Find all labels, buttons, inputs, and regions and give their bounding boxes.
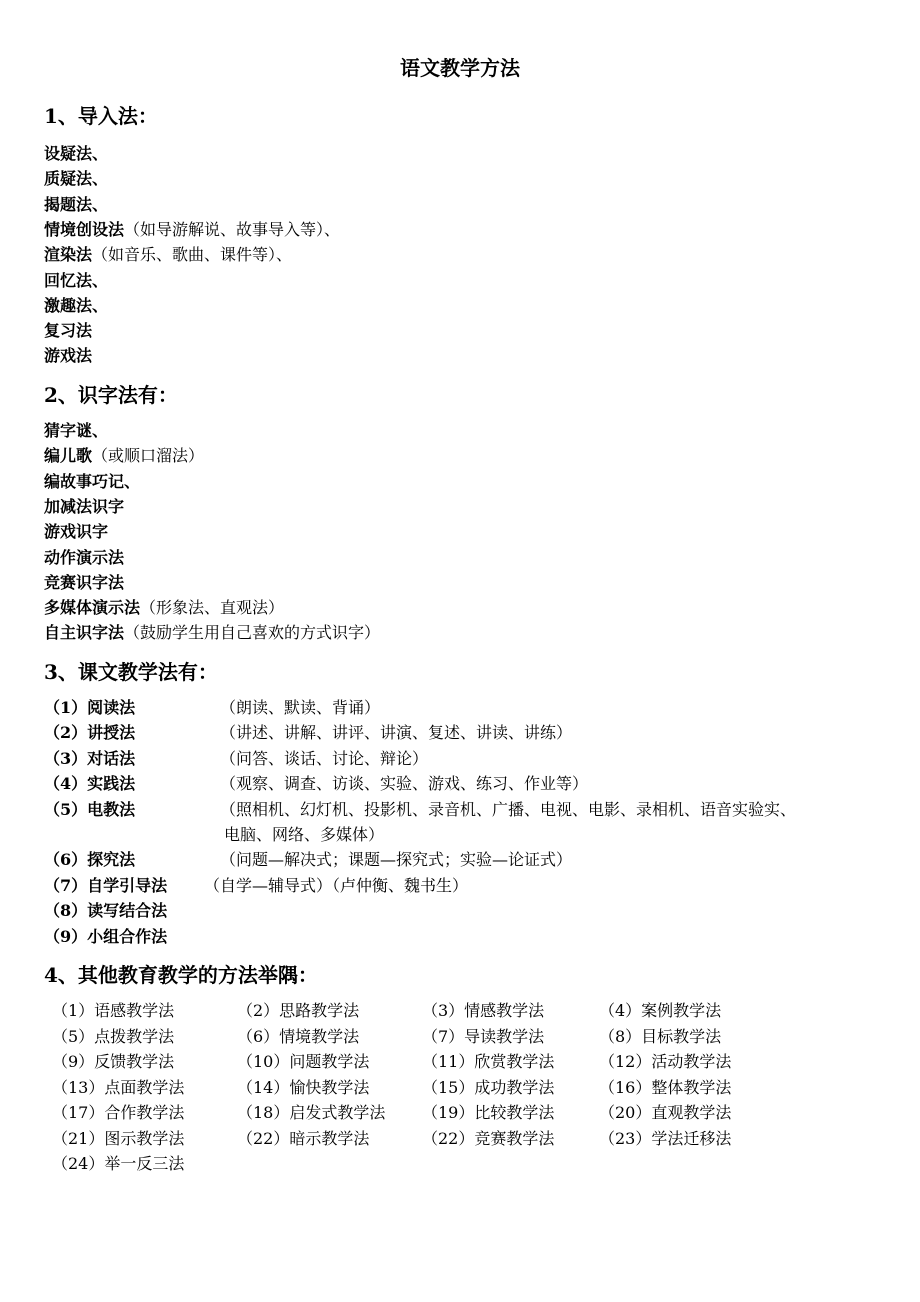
text-method-desc: （照相机、幻灯机、投影机、录音机、广播、电视、电影、录相机、语音实验实、	[220, 800, 797, 819]
other-method-item: （14）愉快教学法	[237, 1077, 370, 1097]
intro-method-item-name: 揭题法、	[44, 194, 109, 214]
other-method-item: （17）合作教学法	[52, 1103, 185, 1122]
literacy-method-item-name: 多媒体演示法	[44, 598, 141, 618]
text-method-desc: （问题—解决式；课题—探究式；实验—论证式）	[220, 850, 573, 869]
intro-method-item	[44, 345, 92, 367]
literacy-method-item-name: 加减法识字	[44, 496, 125, 516]
literacy-method-item-note: （鼓励学生用自己喜欢的方式识字）	[124, 623, 381, 643]
other-method-item: （20）直观教学法	[599, 1103, 732, 1122]
intro-method-item	[44, 270, 108, 292]
text-method-label: （7）自学引导法	[44, 876, 168, 895]
other-method-item: （15）成功教学法	[422, 1077, 555, 1097]
literacy-method-item-note: （或顺口溜法）	[92, 446, 205, 466]
literacy-method-item-note: （形象法、直观法）	[140, 598, 285, 618]
intro-method-item-name: 设疑法、	[44, 144, 109, 163]
literacy-method-item	[44, 572, 124, 594]
text-method-label: （6）探究法	[44, 850, 136, 869]
intro-method-item	[44, 194, 108, 216]
text-method-desc: （朗读、默读、背诵）	[220, 698, 381, 717]
other-method-item: （16）整体教学法	[599, 1077, 732, 1097]
intro-method-item	[44, 219, 340, 241]
other-method-item: （22）竞赛教学法	[422, 1128, 555, 1148]
literacy-method-item	[44, 547, 124, 569]
literacy-method-item	[44, 471, 140, 493]
other-method-item: （18）启发式教学法	[237, 1103, 386, 1122]
literacy-method-item	[44, 496, 124, 518]
text-method-label: （9）小组合作法	[44, 927, 168, 946]
literacy-method-item	[44, 420, 108, 442]
other-method-item: （9）反馈教学法	[52, 1052, 175, 1071]
other-method-item: （2）思路教学法	[237, 1001, 360, 1020]
other-method-item: （13）点面教学法	[52, 1077, 185, 1097]
other-method-item: （22）暗示教学法	[237, 1128, 370, 1148]
intro-method-item	[44, 320, 92, 342]
literacy-method-item	[44, 521, 108, 543]
literacy-method-item	[44, 597, 284, 619]
literacy-method-item-name: 自主识字法	[44, 623, 125, 643]
intro-method-item-note: （如音乐、歌曲、课件等）、	[92, 245, 293, 265]
other-method-item: （12）活动教学法	[599, 1052, 732, 1071]
intro-method-item-name: 质疑法、	[44, 169, 109, 189]
text-method-desc-cont: 电脑、网络、多媒体）	[224, 825, 385, 844]
other-method-item: （21）图示教学法	[52, 1128, 185, 1148]
text-method-desc: （自学—辅导式）（卢仲衡、魏书生）	[204, 876, 469, 895]
other-method-item: （24）举一反三法	[52, 1154, 185, 1173]
literacy-method-item-name: 猜字谜、	[44, 421, 109, 440]
section-1-heading: 1、导入法：	[44, 104, 158, 128]
text-method-desc: （问答、谈话、讨论、辩论）	[220, 749, 429, 768]
other-method-item: （4）案例教学法	[599, 1001, 722, 1020]
intro-method-item-name: 情境创设法	[44, 219, 125, 239]
other-method-item: （10）问题教学法	[237, 1052, 370, 1071]
text-method-desc: （观察、调查、访谈、实验、游戏、练习、作业等）	[220, 774, 589, 793]
intro-method-item-name: 激趣法、	[44, 295, 109, 315]
other-method-item: （11）欣赏教学法	[422, 1052, 555, 1071]
section-2-heading: 2、识字法有：	[44, 383, 178, 407]
intro-method-item	[44, 143, 108, 165]
literacy-method-item	[44, 622, 380, 644]
other-method-item: （19）比较教学法	[422, 1103, 555, 1122]
text-method-label: （3）对话法	[44, 749, 136, 768]
literacy-method-item-name: 动作演示法	[44, 547, 125, 567]
intro-method-item-name: 回忆法、	[44, 270, 109, 290]
other-method-item: （23）学法迁移法	[599, 1128, 732, 1148]
intro-method-item-name: 复习法	[44, 321, 93, 341]
other-method-item: （3）情感教学法	[422, 1001, 545, 1020]
intro-method-item	[44, 168, 108, 190]
literacy-method-item-name: 编故事巧记、	[44, 471, 141, 491]
text-method-label: （5）电教法	[44, 800, 136, 819]
literacy-method-item-name: 竞赛识字法	[44, 572, 125, 592]
page-title: 语文教学方法	[400, 56, 520, 80]
literacy-method-item	[44, 445, 204, 467]
text-method-label: （4）实践法	[44, 774, 136, 793]
text-method-label: （8）读写结合法	[44, 901, 168, 920]
text-method-label: （2）讲授法	[44, 723, 136, 742]
intro-method-item	[44, 295, 108, 317]
other-method-item: （5）点拨教学法	[52, 1026, 175, 1046]
section-3-heading: 3、课文教学法有：	[44, 660, 218, 684]
intro-method-item-name: 游戏法	[44, 346, 93, 366]
other-method-item: （6）情境教学法	[237, 1026, 360, 1046]
intro-method-item	[44, 244, 292, 266]
other-method-item: （7）导读教学法	[422, 1026, 545, 1046]
text-method-desc: （讲述、讲解、讲评、讲演、复述、讲读、讲练）	[220, 723, 573, 742]
literacy-method-item-name: 编儿歌	[44, 446, 93, 466]
intro-method-item-name: 渲染法	[44, 245, 93, 265]
section-4-heading: 4、其他教育教学的方法举隅：	[44, 963, 318, 987]
text-method-label: （1）阅读法	[44, 698, 136, 717]
intro-method-item-note: （如导游解说、故事导入等）、	[124, 219, 341, 239]
literacy-method-item-name: 游戏识字	[44, 522, 109, 542]
other-method-item: （1）语感教学法	[52, 1001, 175, 1020]
other-method-item: （8）目标教学法	[599, 1026, 722, 1046]
